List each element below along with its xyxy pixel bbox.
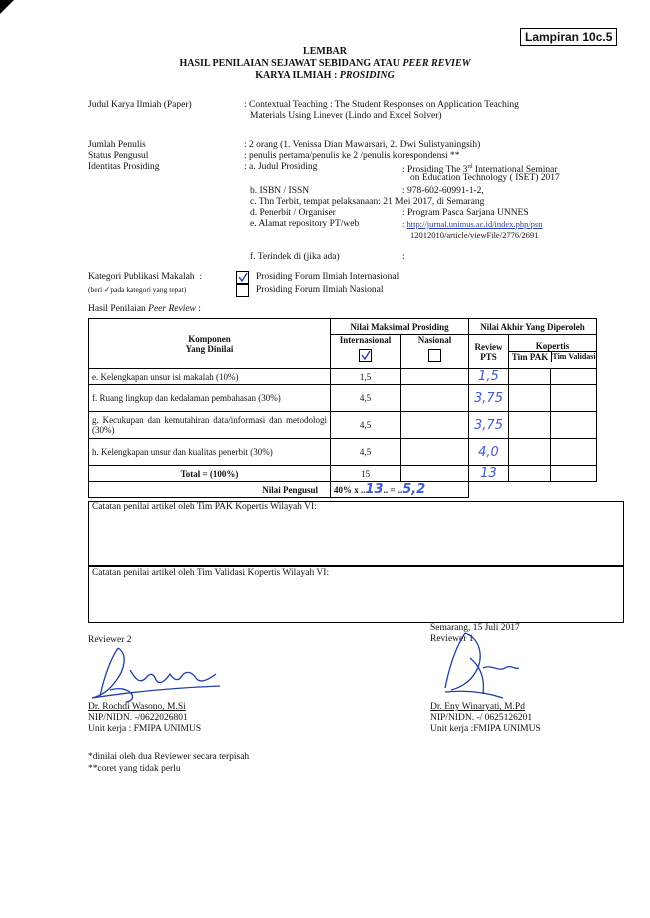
catatan-pak-box (88, 501, 624, 567)
header-tim-pak: Tim PAK (509, 352, 552, 362)
table-row (89, 385, 597, 412)
max-nasional-checkbox (428, 349, 441, 362)
total-review: 13 (469, 466, 509, 482)
row-max: 1,5 (331, 369, 401, 385)
repository-label: e. Alamat repository PT/web (250, 219, 360, 229)
header-nilai-akhir: Nilai Akhir Yang Diperoleh (469, 319, 597, 335)
jumlah-value: : 2 orang (1. Venissa Dian Mawarsari, 2. Dwi Sulistyaningsih) (244, 140, 481, 150)
judul-prosiding-value-cont: on Education Technology ( ISET) 2017 (410, 173, 560, 183)
judul-prosiding-value: : Prosiding The 3rd International Seminar (402, 164, 558, 176)
judul-value-cont: Materials Using Linever (Lindo and Excel Solver) (250, 111, 442, 121)
judul-label: Judul Karya Ilmiah (Paper) (88, 100, 192, 110)
max-internasional-checkbox (359, 349, 372, 362)
row-max: 4,5 (331, 439, 401, 466)
total-max: 15 (331, 466, 401, 482)
pengusul-formula: 40% x ..13.. = ..5,2 (331, 482, 469, 498)
row-review: 3,75 (469, 385, 509, 412)
row-label: f. Ruang lingkup dan kedalaman pembahasan (30%) (89, 385, 331, 412)
header-nasional: Nasional (401, 335, 469, 369)
isbn-value: : 978-602-60991-1-2, (402, 186, 484, 196)
header-internasional: Internasional (331, 335, 401, 369)
identitas-label: Identitas Prosiding (88, 162, 160, 172)
kategori-label: Kategori Publikasi Makalah : (88, 272, 202, 282)
status-label: Status Pengusul (88, 151, 149, 161)
status-value: : penulis pertama/penulis ke 2 /penulis korespondensi ** (244, 151, 460, 161)
reviewer2-name: Dr. Rochdi Wasono, M.Si (88, 702, 186, 712)
catatan-validasi-label: Catatan penilai artikel oleh Tim Validasi Kopertis Wilayah VI: (92, 568, 330, 578)
header-komponen: Komponen Yang Dinilai (89, 319, 331, 369)
judul-value: : Contextual Teaching : The Student Responses on Application Teaching (244, 100, 519, 110)
table-row (89, 412, 597, 439)
isbn-label: b. ISBN / ISSN (250, 186, 310, 196)
check-icon (237, 272, 248, 283)
terindek-label: f. Terindek di (jika ada) (250, 252, 340, 262)
total-label: Total = (100%) (89, 466, 331, 482)
catatan-validasi-box (88, 565, 624, 623)
row-max: 4,5 (331, 412, 401, 439)
scan-corner-mark (0, 0, 14, 14)
reviewer2-title: Reviewer 2 (88, 635, 132, 645)
row-label: g. Kecukupan dan kemutahiran data/informasi dan metodologi (30%) (89, 412, 331, 439)
lampiran-badge: Lampiran 10c.5 (520, 28, 617, 46)
kategori-opt-nasional: Prosiding Forum Ilmiah Nasional (256, 285, 384, 295)
footnote-1: *dinilai oleh dua Reviewer secara terpisah (88, 752, 250, 762)
catatan-pak-label: Catatan penilai artikel oleh Tim PAK Kopertis Wilayah VI: (92, 502, 317, 512)
checkbox-nasional[interactable] (236, 284, 249, 297)
kategori-hint: (beri ✓pada kategori yang tepat) (88, 285, 187, 294)
reviewer2-unit: Unit kerja : FMIPA UNIMUS (88, 724, 202, 734)
penerbit-label: d. Penerbit / Organiser (250, 208, 336, 218)
row-label: h. Kelengkapan unsur dan kualitas penerbit (30%) (89, 439, 331, 466)
terbit-line: c. Thn Terbit, tempat pelaksanaan: 21 Mei 2017, di Semarang (250, 197, 485, 207)
score-table (88, 318, 597, 498)
header-tim-validasi: Tim Validasi (552, 352, 596, 361)
kategori-opt-internasional: Prosiding Forum Ilmiah Internasional (256, 272, 400, 282)
checkbox-internasional[interactable] (236, 271, 249, 284)
reviewer1-signature (425, 628, 535, 703)
penerbit-value: : Program Pasca Sarjana UNNES (402, 208, 529, 218)
total-row (89, 466, 597, 482)
table-row (89, 439, 597, 466)
table-row (89, 369, 597, 385)
footnote-2: **coret yang tidak perlu (88, 764, 181, 774)
reviewer1-nip: NIP/NIDN. -/ 0625126201 (430, 713, 533, 723)
reviewer1-place-date: Semarang, 15 Juli 2017 (430, 623, 520, 633)
pengusul-row (89, 482, 597, 498)
check-icon (360, 350, 371, 361)
repository-path: 12012010/article/viewFile/2776/2691 (410, 230, 539, 240)
header-review-pts: Review PTS (469, 335, 509, 369)
header-nilai-maksimal: Nilai Maksimal Prosiding (331, 319, 469, 335)
doc-title-line1: LEMBAR (303, 46, 347, 57)
terindek-value: : (402, 252, 405, 262)
jumlah-label: Jumlah Penulis (88, 140, 146, 150)
header-kopertis: Kopertis (509, 341, 596, 352)
row-review: 1,5 (469, 369, 509, 385)
reviewer1-name: Dr. Eny Winaryati, M.Pd (430, 702, 525, 712)
header-kopertis-group (509, 335, 597, 369)
judul-prosiding-label: : a. Judul Prosiding (244, 162, 318, 172)
repository-url[interactable]: http://jurnal.unimus.ac.id/index.php/psn (406, 219, 543, 229)
pengusul-label: Nilai Pengusul (89, 482, 331, 498)
reviewer2-signature (70, 640, 240, 710)
row-review: 4,0 (469, 439, 509, 466)
row-review: 3,75 (469, 412, 509, 439)
doc-title-line3: KARYA ILMIAH : PROSIDING (255, 70, 395, 81)
hasil-penilaian-label: Hasil Penilaian Peer Review : (88, 304, 201, 314)
row-max: 4,5 (331, 385, 401, 412)
repository-link[interactable]: : http://jurnal.unimus.ac.id/index.php/psn (402, 219, 543, 229)
reviewer1-title: Reviewer 1 (430, 634, 474, 644)
reviewer2-nip: NIP/NIDN. -/0622026801 (88, 713, 188, 723)
reviewer1-unit: Unit kerja :FMIPA UNIMUS (430, 724, 541, 734)
row-label: e. Kelengkapan unsur isi makalah (10%) (89, 369, 331, 385)
doc-title-line2: HASIL PENILAIAN SEJAWAT SEBIDANG ATAU PEER REVIEW (179, 58, 471, 69)
